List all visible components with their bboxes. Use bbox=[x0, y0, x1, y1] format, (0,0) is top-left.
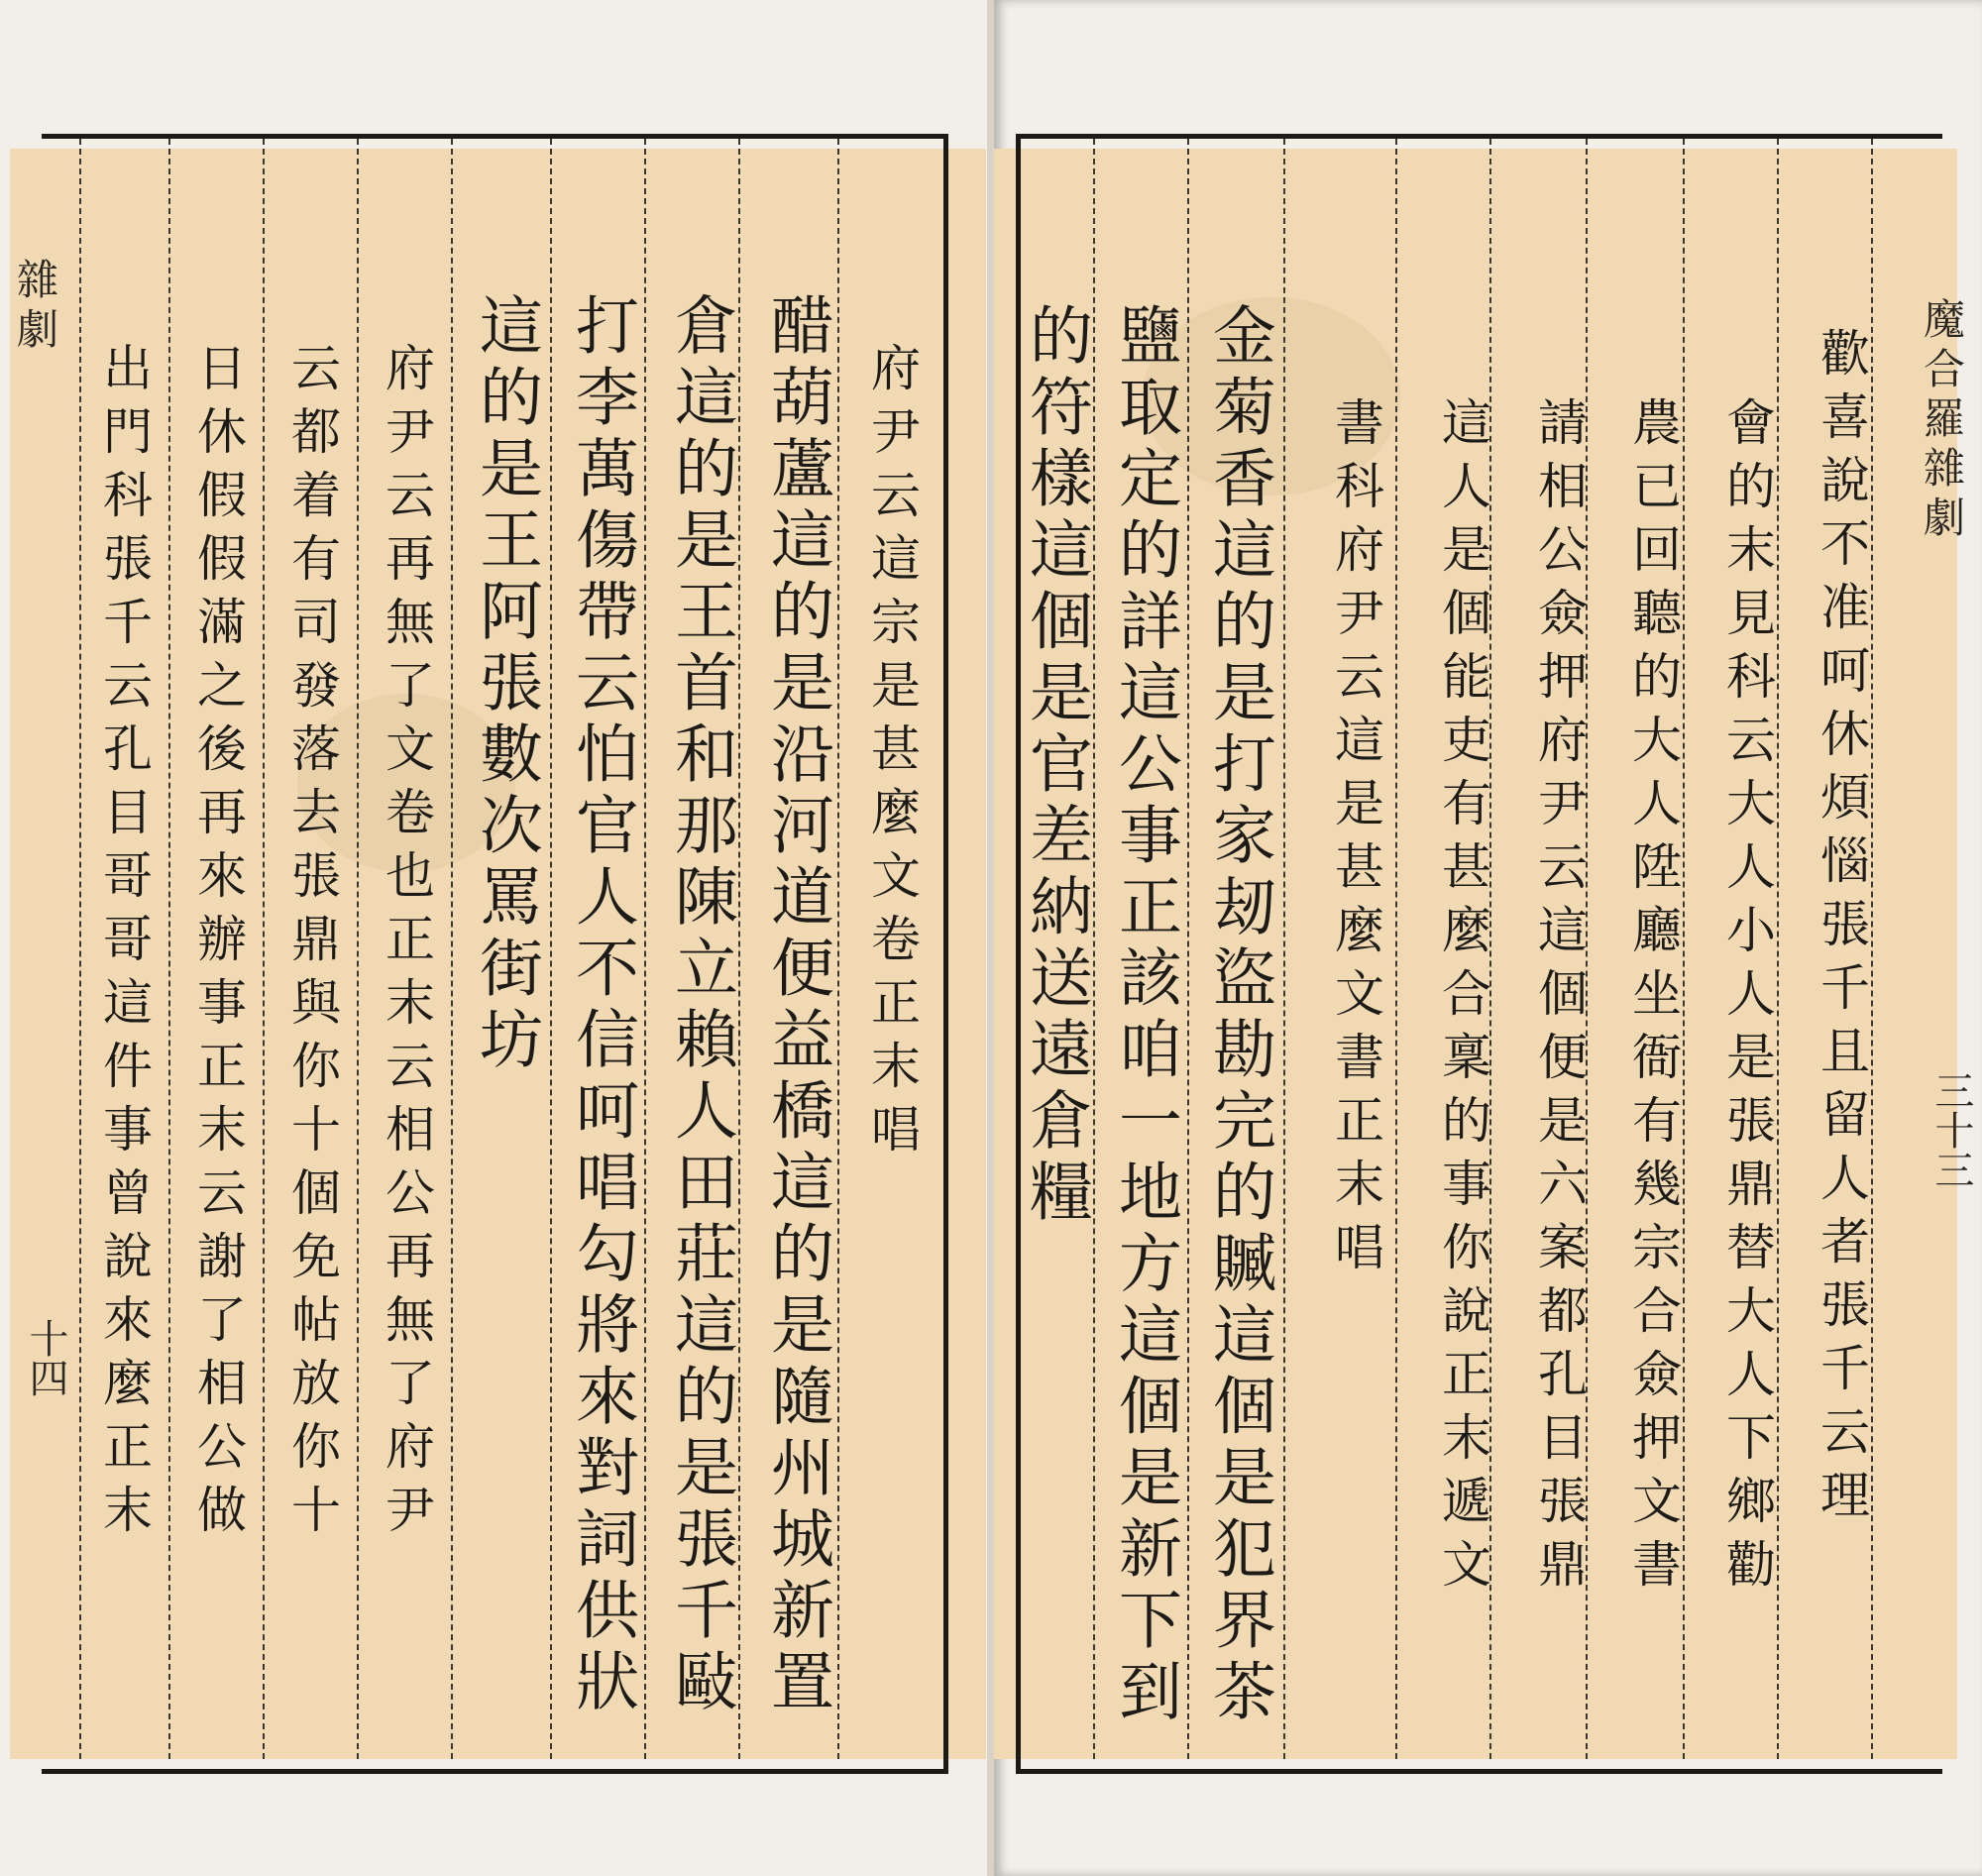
text-column: 醋葫蘆這的是沿河道便益橋這的是隨州城新置 bbox=[760, 292, 833, 1719]
text-column: 歡喜說不准呵休煩惱張千且留人者張千云理 bbox=[1813, 327, 1870, 1532]
column-rule bbox=[837, 139, 839, 1759]
text-column: 的符樣這個是官差納送遠倉糧 bbox=[1019, 302, 1092, 1230]
column-rule bbox=[1283, 139, 1285, 1759]
column-rule bbox=[1093, 139, 1095, 1759]
text-column: 這人是個能吏有甚麼合稟的事你說正末遞文 bbox=[1434, 396, 1491, 1601]
column-rule bbox=[263, 139, 265, 1759]
column-rule bbox=[1683, 139, 1685, 1759]
text-column: 日休假假滿之後再來辦事正末云謝了相公做 bbox=[189, 342, 247, 1547]
text-column: 金菊香這的是打家刼盜勘完的贓這個是犯界茶 bbox=[1202, 302, 1275, 1729]
right-margin-title: 魔合羅 bbox=[1918, 297, 1966, 446]
text-column: 鹽取定的詳這公事正該咱一地方這個是新下到 bbox=[1108, 302, 1181, 1729]
column-rule bbox=[1871, 139, 1873, 1759]
text-column: 云都着有司發落去張鼎與你十個免帖放你十 bbox=[283, 342, 341, 1547]
column-rule bbox=[357, 139, 359, 1759]
right-page-number: 三十三 bbox=[1928, 1070, 1974, 1189]
column-rule bbox=[1187, 139, 1189, 1759]
column-rule bbox=[168, 139, 170, 1759]
text-column: 請相公僉押府尹云這個便是六案都孔目張鼎 bbox=[1530, 396, 1588, 1601]
column-rule bbox=[451, 139, 453, 1759]
column-rule bbox=[644, 139, 646, 1759]
text-column: 府尹云這宗是甚麼文卷正末唱 bbox=[863, 342, 921, 1166]
left-margin-title: 雜劇 bbox=[11, 258, 59, 357]
column-rule bbox=[1777, 139, 1779, 1759]
text-column: 書科府尹云這是甚麼文書正末唱 bbox=[1327, 396, 1384, 1284]
text-column: 會的末見科云大人小人是張鼎替大人下鄉勸 bbox=[1718, 396, 1776, 1601]
text-column: 打李萬傷帶云怕官人不信呵唱勾將來對詞供狀 bbox=[565, 292, 638, 1719]
column-rule bbox=[738, 139, 740, 1759]
text-column: 倉這的是王首和那陳立賴人田莊這的是張千敺 bbox=[664, 292, 737, 1719]
text-column: 府尹云再無了文卷也正末云相公再無了府尹 bbox=[378, 342, 435, 1547]
text-column: 農已回聽的大人陞廳坐衙有幾宗合僉押文書 bbox=[1624, 396, 1682, 1601]
right-page bbox=[994, 0, 1982, 1876]
column-rule bbox=[550, 139, 552, 1759]
right-margin-note: 雜劇 bbox=[1918, 446, 1966, 545]
text-column: 出門科張千云孔目哥哥這件事曾說來麼正末 bbox=[95, 342, 153, 1547]
column-rule bbox=[1395, 139, 1397, 1759]
text-column: 這的是王阿張數次罵街坊 bbox=[469, 292, 542, 1077]
column-rule bbox=[79, 139, 81, 1759]
left-page-number: 十四 bbox=[23, 1318, 68, 1397]
